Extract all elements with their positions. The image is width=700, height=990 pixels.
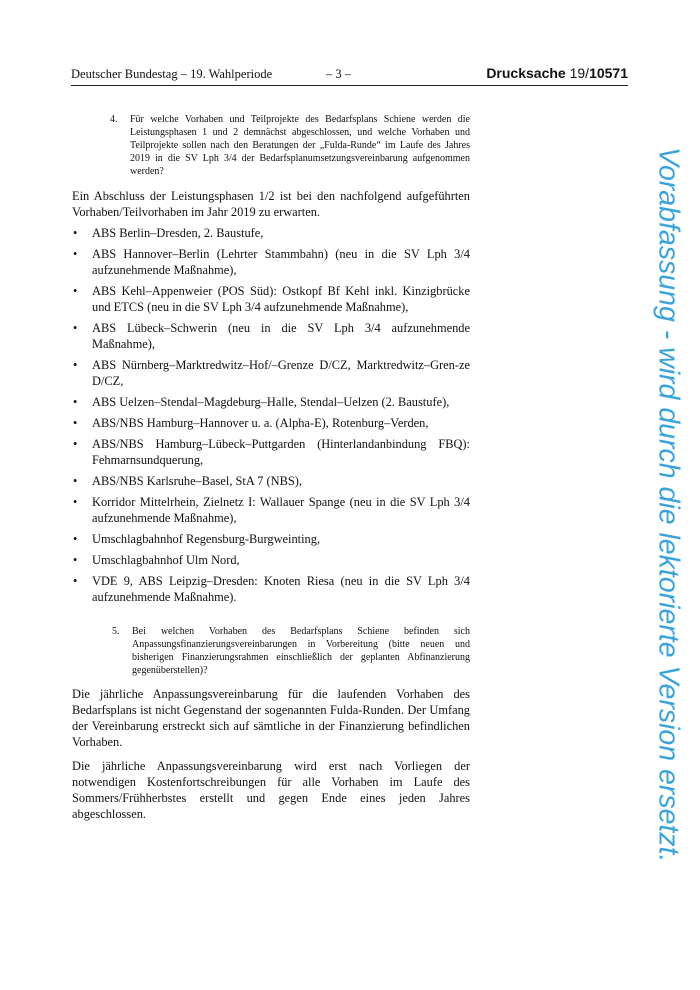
bullet-icon: • [73, 532, 78, 546]
bullet-icon: • [73, 321, 78, 335]
bullet-icon: • [73, 553, 78, 567]
list-item [72, 531, 470, 547]
bullet-icon: • [73, 416, 78, 430]
bullet-icon: • [73, 437, 78, 451]
list-item-text: ABS Nürnberg–Marktredwitz–Hof/–Grenze D/CZ, Marktredwitz–Gren-ze D/CZ, [92, 358, 470, 388]
question-5-text: Bei welchen Vorhaben des Bedarfsplans Schiene befinden sich Anpassungsfinanzierungsvereinbarungen in Vorbereitung (bitte neuen und bisherigen Finanzierungsrahmen einschließlich der geplanten Abfinanzierung gegenüberstellen)? [132, 626, 470, 676]
list-item [72, 320, 470, 352]
bullet-icon: • [73, 395, 78, 409]
bullet-icon: • [73, 495, 78, 509]
list-item [72, 225, 470, 241]
question-4-number: 4. [110, 114, 118, 125]
question-5-number: 5. [112, 626, 120, 637]
list-item [72, 283, 470, 315]
question-4-text: Für welche Vorhaben und Teilprojekte des Bedarfsplans Schiene werden die Leistungsphasen 1 und 2 demnächst abgeschlossen, und welche Vorhaben und Teilprojekte sollen nach den Beratungen der „Fulda-Runde“ im Laufe des Jahres 2019 in die SV Lph 3/4 der Bedarfsplanumsetzungsvereinbarung aufgenommen werden? [130, 114, 470, 177]
list-item-text: Umschlagbahnhof Regensburg-Burgweinting, [92, 532, 321, 546]
bullet-icon: • [73, 474, 78, 488]
list-item-text: ABS Uelzen–Stendal–Magdeburg–Halle, Stendal–Uelzen (2. Baustufe), [92, 395, 450, 409]
draft-watermark [648, 110, 688, 900]
list-item [72, 394, 470, 410]
page-number: – 3 – [326, 67, 351, 81]
bullet-icon: • [73, 284, 78, 298]
answer-4-intro: Ein Abschluss der Leistungsphasen 1/2 ist bei den nachfolgend aufgeführten Vorhaben/Teilvorhaben im Jahr 2019 zu erwarten. [72, 189, 470, 219]
list-item-text: ABS Lübeck–Schwerin (neu in die SV Lph 3/4 aufzunehmende Maßnahme), [92, 321, 470, 351]
answer-5-paragraph-2: Die jährliche Anpassungsvereinbarung wird erst nach Vorliegen der notwendigen Kostenfortschreibungen für alle Vorhaben im Laufe des Sommers/Frühherbstes erstellt und gegen Ende eines jeden Jahres abgeschlossen. [72, 759, 470, 821]
bullet-icon: • [73, 574, 78, 588]
list-item-text: ABS/NBS Hamburg–Lübeck–Puttgarden (Hinterlandanbindung FBQ): Fehmarnsundquerung, [92, 437, 470, 467]
list-item [72, 552, 470, 568]
list-item-text: Umschlagbahnhof Ulm Nord, [92, 553, 240, 567]
list-item [72, 246, 470, 278]
list-item [72, 473, 470, 489]
list-item [72, 436, 470, 468]
list-item-text: VDE 9, ABS Leipzig–Dresden: Knoten Riesa (neu in die SV Lph 3/4 aufzunehmende Maßnahme). [92, 574, 470, 604]
list-item-text: ABS/NBS Hamburg–Hannover u. a. (Alpha-E), Rotenburg–Verden, [92, 416, 429, 430]
list-item-text: ABS/NBS Karlsruhe–Basel, StA 7 (NBS), [92, 474, 302, 488]
bullet-icon: • [73, 358, 78, 372]
answer-5-paragraph-1: Die jährliche Anpassungsvereinbarung für die laufenden Vorhaben des Bedarfsplans ist nicht Gegenstand der sogenannten Fulda-Runden. Der Umfang der Vereinbarung erstreckt sich auf sämtliche in der Finanzierung befindlichen Vorhaben. [72, 687, 470, 749]
list-item-text: Korridor Mittelrhein, Zielnetz I: Wallauer Spange (neu in die SV Lph 3/4 aufzunehmende Maßnahme), [92, 495, 470, 525]
drucksache-label [486, 65, 628, 81]
list-item [72, 494, 470, 526]
header-left: Deutscher Bundestag – 19. Wahlperiode [71, 67, 273, 81]
page-header [71, 67, 628, 86]
list-item-text: ABS Berlin–Dresden, 2. Baustufe, [92, 226, 264, 240]
project-list [72, 225, 470, 605]
list-item [72, 415, 470, 431]
list-item-text: ABS Hannover–Berlin (Lehrter Stammbahn) (neu in die SV Lph 3/4 aufzunehmende Maßnahme), [92, 247, 470, 277]
bullet-icon: • [73, 226, 78, 240]
drucksache-prefix: Drucksache [486, 65, 566, 81]
bullet-icon: • [73, 247, 78, 261]
question-5 [112, 625, 470, 677]
question-4 [110, 113, 470, 178]
document-body [72, 113, 470, 822]
drucksache-number-prefix: 19/ [569, 65, 590, 81]
list-item [72, 573, 470, 605]
list-item-text: ABS Kehl–Appenweier (POS Süd): Ostkopf Bf Kehl inkl. Kinzigbrücke und ETCS (neu in die SV Lph 3/4 aufzunehmende Maßnahme), [92, 284, 470, 314]
drucksache-number: 10571 [589, 65, 628, 81]
list-item [72, 357, 470, 389]
watermark-text: Vorabfassung - wird durch die lektorierte Version ersetzt. [652, 147, 685, 863]
